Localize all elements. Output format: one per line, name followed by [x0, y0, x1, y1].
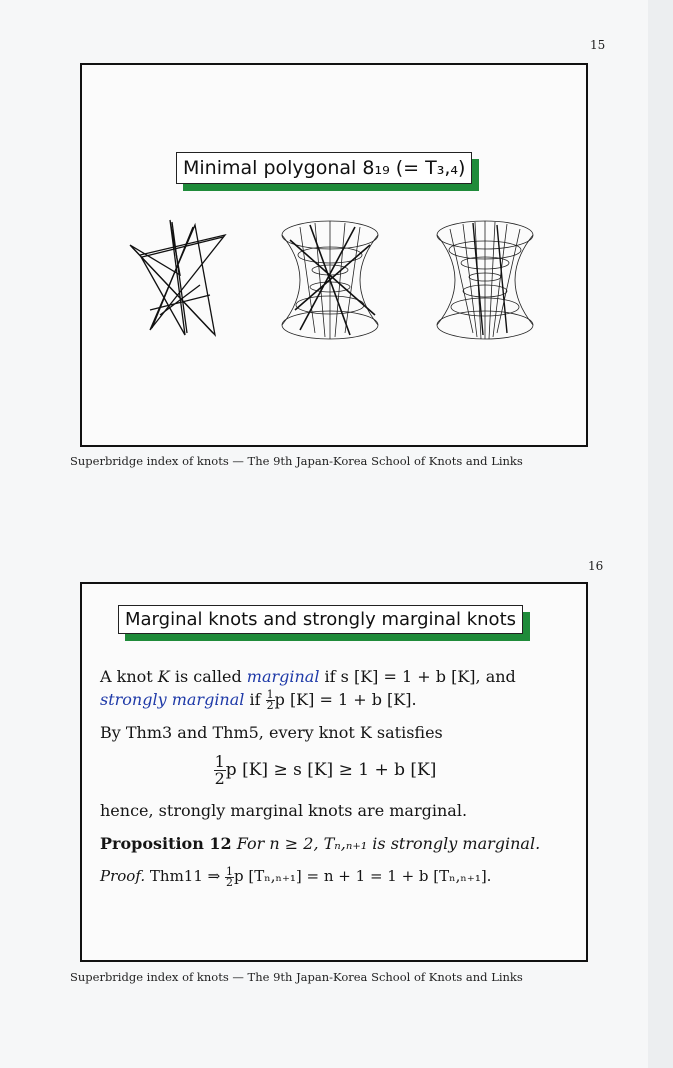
para1-text: A knot [100, 667, 158, 686]
proposition-text: For n ≥ 2, Tₙ,ₙ₊₁ is strongly marginal. [236, 834, 541, 853]
proof-text-b: p [Tₙ,ₙ₊₁] = n + 1 = 1 + b [Tₙ,ₙ₊₁]. [234, 867, 492, 885]
hyperboloid-mesh-figure [437, 221, 533, 339]
para1-text-5: p [K] = 1 + b [K]. [274, 690, 417, 709]
frac-den: 2 [266, 699, 274, 712]
page-number-15: 15 [590, 38, 606, 52]
display-inequality [100, 754, 550, 787]
proof-label: Proof. [100, 867, 146, 885]
knot-figures [120, 215, 560, 350]
para1-text-2: is called [169, 667, 247, 686]
proposition-label: Proposition 12 [100, 834, 232, 853]
proposition [100, 832, 550, 855]
conclusion-paragraph: hence, strongly marginal knots are marginal. [100, 801, 468, 820]
frac-num: 1 [266, 688, 274, 701]
definition-paragraph [100, 665, 550, 711]
page-number-16: 16 [588, 559, 604, 573]
strongly-marginal-term: strongly marginal [100, 690, 245, 709]
display-half-fraction [214, 754, 226, 787]
slide-16-title: Marginal knots and strongly marginal knots [118, 605, 523, 634]
half-fraction [266, 690, 275, 711]
inequality-text: p [K] ≥ s [K] ≥ 1 + b [K] [225, 760, 437, 780]
knot-on-hyperboloid-figure [282, 221, 378, 339]
proof-half-fraction [225, 864, 234, 889]
frac-num: 1 [214, 752, 225, 771]
polygonal-knot-figure [130, 220, 225, 335]
frac-den: 2 [214, 769, 225, 788]
thm-paragraph: By Thm3 and Thm5, every knot K satisfies [100, 723, 443, 742]
slide-15-title: Minimal polygonal 8₁₉ (= T₃,₄) [176, 152, 472, 184]
frac-num: 1 [226, 864, 233, 878]
para1-text-3: if s [K] = 1 + b [K], and [319, 667, 516, 686]
proof [100, 865, 550, 888]
para1-text-4: if [244, 690, 266, 709]
proof-text-a: Thm11 ⇒ [149, 867, 225, 885]
frac-den: 2 [226, 875, 233, 889]
slide-16-caption: Superbridge index of knots — The 9th Japan-Korea School of Knots and Links [70, 970, 523, 984]
var-k: K [157, 667, 170, 686]
slide-16-body [100, 665, 550, 898]
slide-15-caption: Superbridge index of knots — The 9th Japan-Korea School of Knots and Links [70, 454, 523, 468]
marginal-term: marginal [246, 667, 320, 686]
